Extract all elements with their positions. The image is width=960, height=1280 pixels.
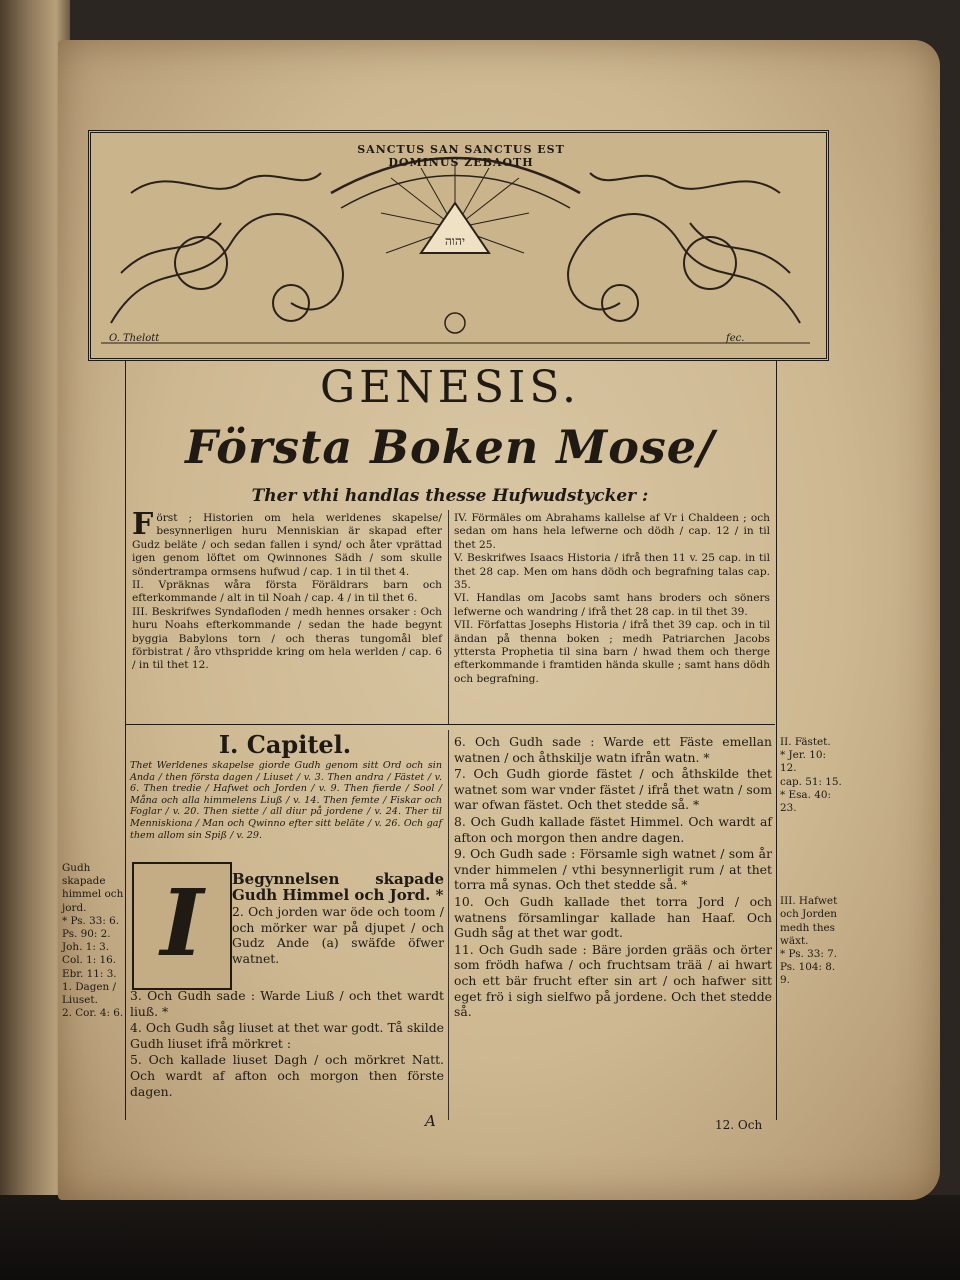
svg-text:יהוה: יהוה <box>444 234 466 248</box>
ornamental-initial <box>132 862 232 990</box>
engraver-name: O. Thelott <box>109 333 160 344</box>
summary-item-5: V. Beskrifwes Isaacs Historia / ifrå then 11 v. 25 cap. in til thet 28 cap. Men om hans dödh och begrafning talas cap. 35. <box>454 552 770 592</box>
summary-item-6: VI. Handlas om Jacobs samt hans broders och söners lefwerne och wandring / ifrå thet 28 cap. in til thet 39. <box>454 592 770 618</box>
margin-note: II. Fästet. <box>780 736 831 748</box>
summary-heading: Ther vthi handlas thesse Hufwudstycker : <box>251 486 649 506</box>
verse-10: 10. Och Gudh kallade thet torra Jord / och watnens församlingar kallade han Haaf. Och Gudh såg at thet war godt. <box>454 893 772 941</box>
verse-1: Begynnelsen skapade Gudh Himmel och Jord. * <box>232 870 444 904</box>
margin-note: * Ps. 33: 7. <box>780 948 838 961</box>
verse-column-rule <box>448 730 449 1120</box>
summary-dropcap: F <box>132 507 154 542</box>
margin-note: cap. 51: 15. <box>780 775 842 788</box>
margin-note: 2. Cor. 4: 6. <box>62 1007 124 1020</box>
verse-column-left-wide <box>130 988 444 1100</box>
margin-note: Gudh skapade himmel och jord. <box>62 862 124 914</box>
margin-note: * Jer. 10: 12. <box>780 749 826 775</box>
table-surface <box>0 1195 960 1280</box>
summary-item-4: IV. Förmäles om Abrahams kallelse af Vr i Chaldeen ; och sedan om hans hela lefwerne och dödh / cap. 12 / in til thet 25. <box>454 512 770 551</box>
verse-9: 9. Och Gudh sade : Församle sigh watnet / som år vnder himmelen / vthi besynnerligit rum / at thet torra må synas. Och thet stedde så. * <box>454 846 772 893</box>
book-title: GENESIS. <box>320 362 580 413</box>
verse-column-left-narrow <box>232 872 444 968</box>
signature-mark: A <box>425 1112 436 1130</box>
margin-note: * Ps. 33: 6. <box>62 914 120 927</box>
summary-item-3: III. Beskrifwes Syndafloden / medh hennes orsaker : Och huru Noahs efterkommande / sedan the hade begynt byggia Babylons torn / och theras tungomål blef förbistrat / åro vthspridde kring om hela werlden / cap. 6 / in til thet 12. <box>132 605 442 672</box>
right-margin-notes <box>780 736 844 988</box>
catchword: 12. Och <box>715 1118 763 1132</box>
initial-letter-i: I <box>160 869 204 977</box>
margin-note: Joh. 1: 3. <box>62 941 110 954</box>
margin-note: * Esa. 40: 23. <box>780 788 831 815</box>
verse-11: 11. Och Gudh sade : Bäre jorden grääs och örter som frödh hafwa / och fruchtsam trää / ai hwart och ett bär frucht efter sin art / och hafwer sitt eget frö i sigh sielfwo på jordene. Och thet stedde så. <box>454 941 772 1020</box>
margin-note: Ps. 104: 8. 9. <box>780 961 836 987</box>
margin-note: 1. Dagen / Liuset. <box>62 980 117 1007</box>
verse-2: 2. Och jorden war öde och toom / och mörker war på djupet / och Gudz Ande (a) swäfde öfwer watnet. <box>232 904 444 966</box>
summary-column-rule <box>448 510 449 724</box>
summary-item-2: II. Vpräknas wåra första Föräldrars barn och efterkommande / alt in til Noah / cap. 4 / in til thet 6. <box>132 579 442 605</box>
chapter-summary-text: Thet Werldenes skapelse giorde Gudh genom sitt Ord och sin Anda / then första dagen / Liuset / v. 3. Then andra / Fästet / v. 6. Then tredie / Hafwet och Jorden / v. 9. Then fierde / Sool / Måna och alla himmelens Liuß / v. 14. Then femte / Fiskar och Foglar / v. 20. Then siette / all diur på jordene / v. 24. Ther til Menniskiona / Man och Qwinno efter sitt beläte / v. 26. Och gaf them allom sin Spiß / v. 29. <box>130 760 442 841</box>
verse-8: 8. Och Gudh kallade fästet Himmel. Och wardt af afton och morgon then andre dagen. <box>454 813 772 845</box>
summary-item-1: örst ; Historien om hela werldenes skapelse/ besynnerligen huru Menniskian är skapad efter Gudz beläte / och sedan fallen i synd/ och åter vprättad igen genom löftet om Qwinnones Sädh / som skulle söndertrampa ormsens hufwud / cap. 1 in til thet 4. <box>132 512 442 578</box>
margin-note: III. Hafwet och Jorden medh thes wäxt. <box>780 895 838 947</box>
margin-note: Col. 1: 16. <box>62 954 117 967</box>
engraver-mark: fec. <box>726 333 745 344</box>
ornament-motto: SANCTUS SAN SANCTUS EST DOMINUS ZEBAOTH <box>357 143 565 169</box>
verse-7: 7. Och Gudh giorde fästet / och åthskilde thet watnet som war vnder fästet / ifrå thet watn / som war ofwan fästet. Och thet stedde så. * <box>454 766 772 813</box>
summary-divider <box>125 724 775 725</box>
verse-5: 5. Och kallade liuset Dagh / och mörkret Natt. Och wardt af afton och morgon then förste dagen. <box>130 1052 444 1099</box>
verse-4: 4. Och Gudh såg liuset at thet war godt. Tå skilde Gudh liuset ifrå mörkret : <box>130 1020 444 1051</box>
book-subtitle: Första Boken Mose/ <box>185 420 715 474</box>
chapter-summary <box>130 760 442 841</box>
left-margin-notes <box>62 862 124 1020</box>
margin-note: Ebr. 11: 3. <box>62 967 117 980</box>
summary-left-column <box>132 507 442 673</box>
verse-column-right <box>454 734 772 1021</box>
margin-note: Ps. 90: 2. <box>62 928 111 941</box>
ornamental-header <box>88 130 829 361</box>
summary-right-column <box>454 512 770 686</box>
verse-3: 3. Och Gudh sade : Warde Liuß / och thet wardt liuß. * <box>130 988 444 1019</box>
chapter-title: I. Capitel. <box>218 730 352 759</box>
verse-6: 6. Och Gudh sade : Warde ett Fäste emellan watnen / och åthskilje watn ifrån watn. * <box>454 734 772 765</box>
summary-item-7: VII. Författas Josephs Historia / ifrå thet 39 cap. och in til ändan på thenna boken ; medh Patriarchen Jacobs yttersta Prophetia til sina barn / hwad them och therge efterkommande i framtiden hända skulle ; samt hans dödh och begrafning. <box>454 619 770 685</box>
